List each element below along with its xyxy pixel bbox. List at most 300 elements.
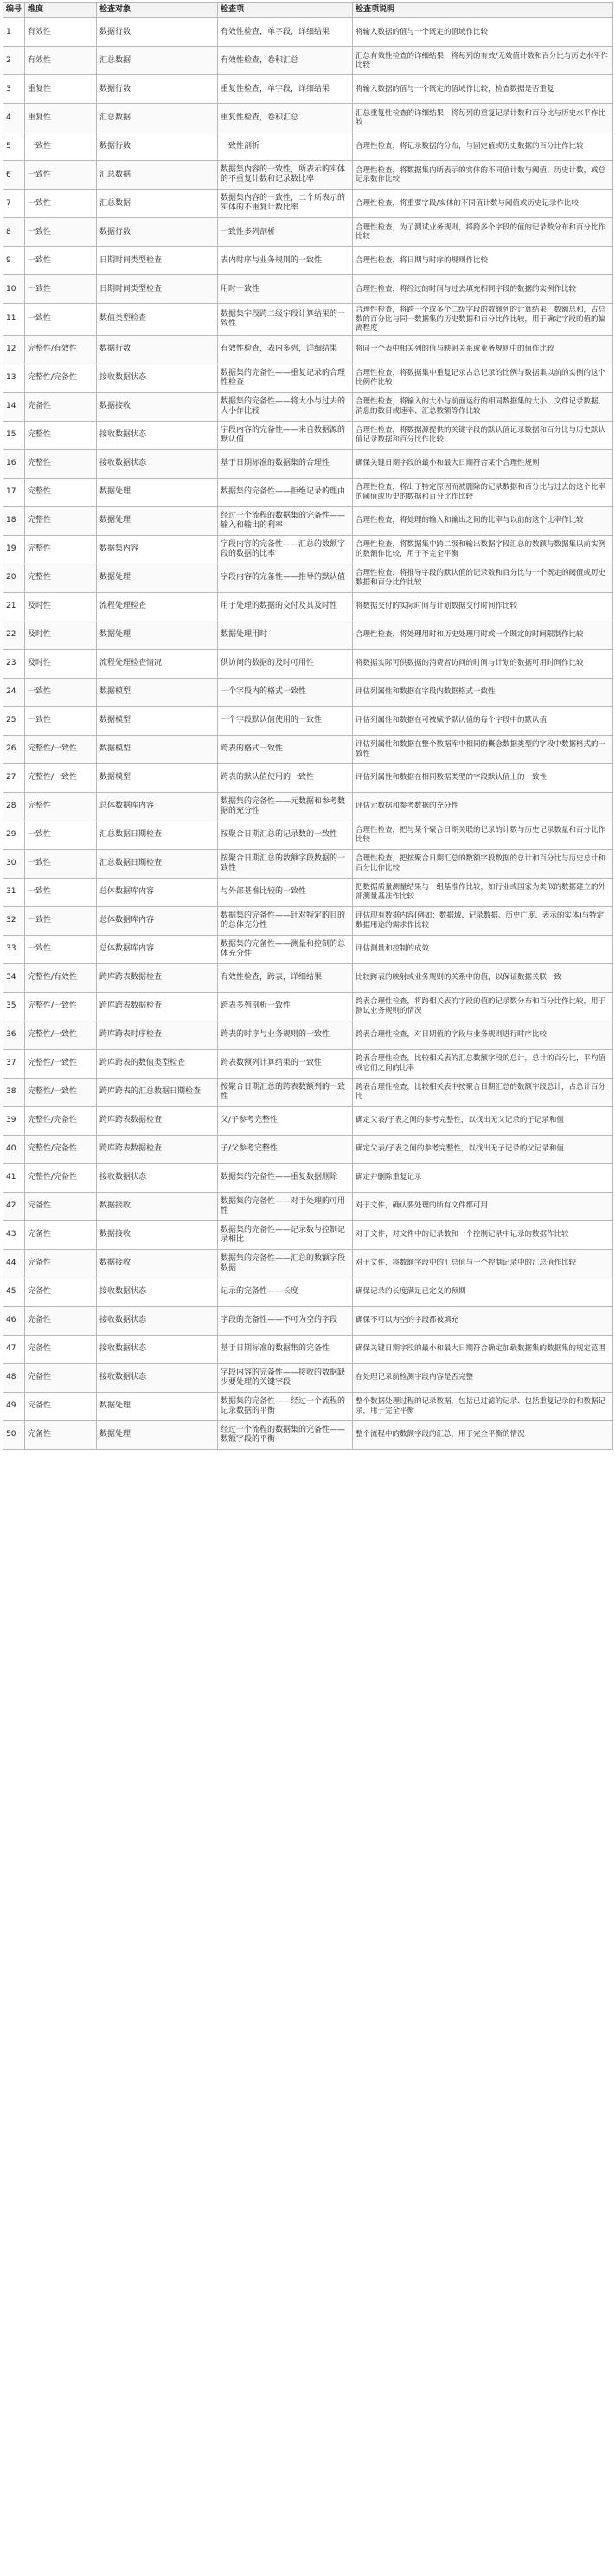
cell-item: 一致性剖析 xyxy=(218,132,353,161)
cell-object: 跨库跨表数据检查 xyxy=(97,1106,218,1135)
cell-item: 父/子参考完整性 xyxy=(218,1106,353,1135)
cell-no: 46 xyxy=(3,1306,25,1335)
cell-dimension: 完整性/一致性 xyxy=(25,992,97,1021)
cell-dimension: 一致性 xyxy=(25,161,97,190)
cell-no: 1 xyxy=(3,18,25,47)
table-body xyxy=(3,18,613,1450)
table-row xyxy=(3,792,613,821)
cell-no: 30 xyxy=(3,849,25,878)
cell-no: 39 xyxy=(3,1106,25,1135)
cell-dimension: 完整性/完备性 xyxy=(25,364,97,392)
cell-no: 7 xyxy=(3,190,25,218)
cell-description: 合理性检查，把按聚合日期汇总的数额字段数据的总计和百分比与历史总计和百分比作比较 xyxy=(353,849,613,878)
cell-object: 数据处理 xyxy=(97,506,218,535)
table-row xyxy=(3,1106,613,1135)
cell-item: 字段的完备性——不可为空的字段 xyxy=(218,1306,353,1335)
cell-dimension: 一致性 xyxy=(25,247,97,275)
cell-no: 22 xyxy=(3,621,25,649)
cell-item: 有效性检查，表内多列，详细结果 xyxy=(218,335,353,364)
cell-no: 33 xyxy=(3,935,25,963)
cell-description: 合理性检查，将数据集中重复记录占总记录的比例与数据集以前的实例的这个比例作比较 xyxy=(353,364,613,392)
cell-dimension: 一致性 xyxy=(25,304,97,336)
cell-item: 数据处理用时 xyxy=(218,621,353,649)
cell-item: 数据集内容的一致性，二个所表示的实体的不重复计数比率 xyxy=(218,190,353,218)
table-header-row xyxy=(3,3,613,18)
header-no: 编号 xyxy=(3,3,25,18)
cell-dimension: 完整性 xyxy=(25,535,97,564)
cell-no: 44 xyxy=(3,1249,25,1278)
cell-object: 数据处理 xyxy=(97,621,218,649)
cell-no: 2 xyxy=(3,47,25,75)
cell-no: 20 xyxy=(3,564,25,592)
cell-description: 评估列属性和数据在整个数据库中相同的概念数据类型的字段中数据格式的一致性 xyxy=(353,735,613,763)
table-row xyxy=(3,821,613,849)
cell-no: 14 xyxy=(3,392,25,421)
cell-item: 跨表的默认值使用的一致性 xyxy=(218,763,353,792)
cell-no: 11 xyxy=(3,304,25,336)
cell-object: 数据模型 xyxy=(97,678,218,706)
cell-dimension: 完整性/一致性 xyxy=(25,1078,97,1106)
table-row xyxy=(3,247,613,275)
table-row xyxy=(3,47,613,75)
cell-no: 25 xyxy=(3,706,25,735)
cell-dimension: 一致性 xyxy=(25,706,97,735)
table-row xyxy=(3,190,613,218)
cell-object: 汇总数据 xyxy=(97,161,218,190)
table-row xyxy=(3,1278,613,1306)
table-row xyxy=(3,449,613,478)
cell-description: 确保不可以为空的字段都被填充 xyxy=(353,1306,613,1335)
cell-object: 数据处理 xyxy=(97,1420,218,1449)
cell-dimension: 完备性 xyxy=(25,1192,97,1220)
cell-item: 供访问的数据的及时可用性 xyxy=(218,649,353,678)
cell-item: 按聚合日期汇总的数额字段数据的一致性 xyxy=(218,849,353,878)
table-row xyxy=(3,735,613,763)
cell-object: 总体数据库内容 xyxy=(97,906,218,935)
cell-object: 汇总数据 xyxy=(97,104,218,132)
cell-item: 字段内容的完备性——来自数据源的默认值 xyxy=(218,421,353,449)
cell-object: 接收数据状态 xyxy=(97,1163,218,1192)
cell-item: 数据集的完备性——针对特定的目的的总体充分性 xyxy=(218,906,353,935)
cell-object: 数值类型检查 xyxy=(97,304,218,336)
table-row xyxy=(3,992,613,1021)
cell-item: 重复性检查，卷积汇总 xyxy=(218,104,353,132)
cell-item: 数据集的完备性——元数据和参考数据的充分性 xyxy=(218,792,353,821)
table-row xyxy=(3,275,613,304)
table-row xyxy=(3,592,613,621)
cell-description: 合理性检查，把与某个聚合日期关联的记录的计数与历史记录数量和百分比作比较 xyxy=(353,821,613,849)
table-row xyxy=(3,132,613,161)
cell-no: 3 xyxy=(3,75,25,104)
cell-description: 合理性检查，将输入的大小与前面运行的相同数据集的大小、文件记录数据、消息的数目或速率、汇总数额等作比较 xyxy=(353,392,613,421)
cell-item: 跨表多列剖析一致性 xyxy=(218,992,353,1021)
table-row xyxy=(3,1420,613,1449)
header-description: 检查项说明 xyxy=(353,3,613,18)
cell-description: 将输入数据的值与一个既定的值域作比较，检查数据是否重复 xyxy=(353,75,613,104)
cell-item: 跨表的格式一致性 xyxy=(218,735,353,763)
cell-no: 18 xyxy=(3,506,25,535)
cell-item: 子/父参考完整性 xyxy=(218,1135,353,1163)
cell-description: 合理性检查，将数据集中跨二级和输出数据字段汇总的数额与数据集以前实例的数额作比较，用于不完全平衡 xyxy=(353,535,613,564)
cell-dimension: 完整性 xyxy=(25,449,97,478)
table-row xyxy=(3,621,613,649)
cell-no: 36 xyxy=(3,1021,25,1049)
cell-description: 跨表合理性检查，对日期值的字段与业务规则进行时序比较 xyxy=(353,1021,613,1049)
cell-dimension: 完备性 xyxy=(25,1306,97,1335)
table-row xyxy=(3,1078,613,1106)
cell-no: 48 xyxy=(3,1363,25,1392)
cell-dimension: 完整性 xyxy=(25,792,97,821)
cell-no: 37 xyxy=(3,1049,25,1078)
table-row xyxy=(3,161,613,190)
cell-object: 跨库跨表数据检查 xyxy=(97,992,218,1021)
table-row xyxy=(3,1335,613,1363)
cell-no: 32 xyxy=(3,906,25,935)
cell-description: 合理性检查，将记录数据的分布，与固定值或历史数据的百分比作比较 xyxy=(353,132,613,161)
cell-no: 16 xyxy=(3,449,25,478)
cell-no: 28 xyxy=(3,792,25,821)
cell-item: 数据集的完备性——记录数与控制记录相比 xyxy=(218,1220,353,1249)
cell-no: 50 xyxy=(3,1420,25,1449)
cell-dimension: 重复性 xyxy=(25,104,97,132)
cell-description: 合理性检查，将日期与时序的规则作比较 xyxy=(353,247,613,275)
table-row xyxy=(3,678,613,706)
cell-object: 接收数据状态 xyxy=(97,1278,218,1306)
cell-no: 6 xyxy=(3,161,25,190)
cell-item: 基于日期标准的数据集的完备性 xyxy=(218,1335,353,1363)
cell-dimension: 一致性 xyxy=(25,849,97,878)
cell-item: 字段内容的完备性——汇总的数额字段的数据的比率 xyxy=(218,535,353,564)
cell-dimension: 一致性 xyxy=(25,218,97,247)
cell-object: 跨库跨表数据检查 xyxy=(97,963,218,992)
cell-description: 评估列属性和数据在可被赋予默认值的每个字段中的默认值 xyxy=(353,706,613,735)
cell-no: 26 xyxy=(3,735,25,763)
cell-dimension: 一致性 xyxy=(25,678,97,706)
cell-item: 按聚合日期汇总的记录数的一致性 xyxy=(218,821,353,849)
cell-item: 数据集的完备性——重复数据删除 xyxy=(218,1163,353,1192)
cell-dimension: 一致性 xyxy=(25,132,97,161)
cell-no: 4 xyxy=(3,104,25,132)
cell-item: 数据集的完备性——汇总的数额字段数据 xyxy=(218,1249,353,1278)
cell-description: 确定父表/子表之间的参考完整性，以找出无子记录的父记录和值 xyxy=(353,1135,613,1163)
cell-no: 8 xyxy=(3,218,25,247)
cell-object: 数据处理 xyxy=(97,1392,218,1420)
cell-dimension: 有效性 xyxy=(25,47,97,75)
cell-item: 数据集的完备性——测量和控制的总体充分性 xyxy=(218,935,353,963)
cell-dimension: 一致性 xyxy=(25,275,97,304)
cell-no: 5 xyxy=(3,132,25,161)
cell-description: 合理性检查，为了测试业务规则，将跨多个字段的值的记录数分布和百分比作比较 xyxy=(353,218,613,247)
cell-object: 总体数据库内容 xyxy=(97,935,218,963)
table-row xyxy=(3,478,613,506)
table-row xyxy=(3,1306,613,1335)
cell-item: 用于处理的数据的交付及其及时性 xyxy=(218,592,353,621)
table-row xyxy=(3,1192,613,1220)
table-row xyxy=(3,878,613,906)
table-row xyxy=(3,849,613,878)
cell-dimension: 完整性/一致性 xyxy=(25,1049,97,1078)
table-row xyxy=(3,1049,613,1078)
cell-item: 一致性多列剖析 xyxy=(218,218,353,247)
cell-dimension: 完整性/完备性 xyxy=(25,1135,97,1163)
cell-object: 数据接收 xyxy=(97,392,218,421)
cell-description: 整个数据处理过程的记录数据，包括已过滤的记录、包括重复记录的和数据记录，用于完全平衡 xyxy=(353,1392,613,1420)
cell-object: 汇总数据 xyxy=(97,190,218,218)
cell-item: 跨表数额列计算结果的一致性 xyxy=(218,1049,353,1078)
cell-item: 用时一致性 xyxy=(218,275,353,304)
cell-object: 数据行数 xyxy=(97,75,218,104)
cell-object: 数据处理 xyxy=(97,564,218,592)
cell-no: 40 xyxy=(3,1135,25,1163)
table-row xyxy=(3,706,613,735)
cell-no: 34 xyxy=(3,963,25,992)
cell-description: 评估现有数据内容(例如：数据域、记录数据、历史广度、表示的实体)与特定数据用途的需求作比较 xyxy=(353,906,613,935)
cell-dimension: 完备性 xyxy=(25,1392,97,1420)
cell-object: 数据接收 xyxy=(97,1192,218,1220)
cell-object: 跨库跨表的汇总数据日期检查 xyxy=(97,1078,218,1106)
cell-no: 41 xyxy=(3,1163,25,1192)
cell-item: 与外部基准比较的一致性 xyxy=(218,878,353,906)
table-row xyxy=(3,364,613,392)
cell-no: 9 xyxy=(3,247,25,275)
cell-dimension: 完整性 xyxy=(25,478,97,506)
cell-object: 流程处理检查情况 xyxy=(97,649,218,678)
cell-description: 将数据交付的实际时间与计划数据交付时间作比较 xyxy=(353,592,613,621)
cell-object: 数据行数 xyxy=(97,132,218,161)
cell-description: 将同一个表中相关列的值与映射关系或业务规则中的值作比较 xyxy=(353,335,613,364)
cell-dimension: 完备性 xyxy=(25,392,97,421)
cell-object: 汇总数据 xyxy=(97,47,218,75)
cell-dimension: 一致性 xyxy=(25,190,97,218)
cell-item: 数据集内容的一致性，所表示的实体的不重复计数和记录数比率 xyxy=(218,161,353,190)
cell-description: 合理性检查，将数据集内所表示的实体的不同值计数与阈值、历史计数，或总记录数作比较 xyxy=(353,161,613,190)
cell-item: 数据集的完备性——经过一个流程的记录数据的平衡 xyxy=(218,1392,353,1420)
cell-dimension: 完整性/完备性 xyxy=(25,1163,97,1192)
cell-dimension: 重复性 xyxy=(25,75,97,104)
cell-object: 数据模型 xyxy=(97,735,218,763)
cell-description: 合理性检查，将经过的时间与过去填充相同字段的数据的实例作比较 xyxy=(353,275,613,304)
cell-item: 跨表的时序与业务规则的一致性 xyxy=(218,1021,353,1049)
cell-no: 49 xyxy=(3,1392,25,1420)
table-row xyxy=(3,763,613,792)
cell-dimension: 及时性 xyxy=(25,592,97,621)
cell-item: 经过一个流程的数据集的完备性——数额字段的平衡 xyxy=(218,1420,353,1449)
cell-object: 数据集内容 xyxy=(97,535,218,564)
cell-description: 评估测量和控制的成效 xyxy=(353,935,613,963)
cell-object: 日期时间类型检查 xyxy=(97,247,218,275)
cell-no: 17 xyxy=(3,478,25,506)
cell-dimension: 完备性 xyxy=(25,1420,97,1449)
cell-item: 有效性检查，跨表，详细结果 xyxy=(218,963,353,992)
cell-no: 23 xyxy=(3,649,25,678)
cell-dimension: 完备性 xyxy=(25,1278,97,1306)
cell-object: 数据行数 xyxy=(97,18,218,47)
cell-description: 确保关键日期字段的最小和最大日期符合确定加载数据集的数据集的规定范围 xyxy=(353,1335,613,1363)
cell-dimension: 完备性 xyxy=(25,1335,97,1363)
cell-description: 合理性检查，将处理用时和历史处理用时或一个既定的时间限制作比较 xyxy=(353,621,613,649)
cell-dimension: 完备性 xyxy=(25,1363,97,1392)
cell-item: 经过一个流程的数据集的完备性——输入和输出的利率 xyxy=(218,506,353,535)
header-object: 检查对象 xyxy=(97,3,218,18)
cell-item: 表内时序与业务规则的一致性 xyxy=(218,247,353,275)
table-row xyxy=(3,392,613,421)
table-row xyxy=(3,18,613,47)
header-item: 检查项 xyxy=(218,3,353,18)
cell-description: 确保关键日期字段的最小和最大日期符合某个合理性规则 xyxy=(353,449,613,478)
cell-dimension: 及时性 xyxy=(25,621,97,649)
table-row xyxy=(3,1220,613,1249)
cell-object: 接收数据状态 xyxy=(97,449,218,478)
cell-description: 确定并删除重复记录 xyxy=(353,1163,613,1192)
cell-item: 基于日期标准的数据集的合理性 xyxy=(218,449,353,478)
cell-no: 31 xyxy=(3,878,25,906)
cell-no: 43 xyxy=(3,1220,25,1249)
cell-description: 确定父表/子表之间的参考完整性，以找出无父记录的子记录和值 xyxy=(353,1106,613,1135)
cell-description: 将数据实际可供数据的消费者访问的时间与计划的数据可用时间作比较 xyxy=(353,649,613,678)
cell-no: 13 xyxy=(3,364,25,392)
cell-dimension: 有效性 xyxy=(25,18,97,47)
cell-item: 数据集的完备性——将大小与过去的大小作比较 xyxy=(218,392,353,421)
cell-description: 对于文件，将数额字段中的汇总值与一个控制记录中的汇总值作比较 xyxy=(353,1249,613,1278)
cell-description: 把数据质量测量结果与一组基准作比较，如行业或国家为类似的数据建立的外部测量基准作比较 xyxy=(353,878,613,906)
cell-item: 重复性检查，单字段，详细结果 xyxy=(218,75,353,104)
cell-object: 跨库跨表数据检查 xyxy=(97,1135,218,1163)
cell-description: 合理性检查，将跨一个或多个二级字段的数额列的计算结果，数额总和，占总数的百分比与同一数据集的历史数据和百分比作比较，用于确定字段的值的偏离程度 xyxy=(353,304,613,336)
cell-description: 对于文件，确认要处理的所有文件都可用 xyxy=(353,1192,613,1220)
cell-description: 合理性检查，将重要字段/实体的不同值计数与阈值或历史记录作比较 xyxy=(353,190,613,218)
table-row xyxy=(3,75,613,104)
cell-no: 15 xyxy=(3,421,25,449)
table-row xyxy=(3,506,613,535)
table-row xyxy=(3,1021,613,1049)
table-row xyxy=(3,421,613,449)
cell-dimension: 完整性/有效性 xyxy=(25,963,97,992)
cell-item: 数据集的完备性——拒绝记录的理由 xyxy=(218,478,353,506)
cell-no: 35 xyxy=(3,992,25,1021)
cell-item: 字段内容的完备性——接收的数据缺少要处理的关键字段 xyxy=(218,1363,353,1392)
cell-object: 数据接收 xyxy=(97,1220,218,1249)
cell-description: 汇总有效性检查的详细结果，将每列的有效/无效值计数和百分比与历史水平作比较 xyxy=(353,47,613,75)
cell-item: 数据集的完备性——对于处理的可用性 xyxy=(218,1192,353,1220)
table-row xyxy=(3,1135,613,1163)
cell-description: 跨表合理性检查，比较相关表的汇总数额字段的总计，总计的百分比，平均值或它们之间的比率 xyxy=(353,1049,613,1078)
cell-dimension: 完整性/完备性 xyxy=(25,1106,97,1135)
table-row xyxy=(3,1363,613,1392)
cell-dimension: 一致性 xyxy=(25,878,97,906)
cell-item: 一个字段默认值使用的一致性 xyxy=(218,706,353,735)
cell-dimension: 完整性/一致性 xyxy=(25,763,97,792)
cell-dimension: 完整性/有效性 xyxy=(25,335,97,364)
cell-object: 数据处理 xyxy=(97,478,218,506)
cell-object: 接收数据状态 xyxy=(97,364,218,392)
cell-dimension: 完整性 xyxy=(25,506,97,535)
cell-object: 数据行数 xyxy=(97,218,218,247)
cell-description: 合理性检查，将出于特定原因而被删除的记录数据和百分比与过去的这个比率的阈值或历史的数据和百分比作比较 xyxy=(353,478,613,506)
cell-description: 评估列属性和数据在字段内数据格式一致性 xyxy=(353,678,613,706)
cell-object: 数据行数 xyxy=(97,335,218,364)
quality-check-table xyxy=(3,2,613,1450)
cell-item: 数据集的完备性——重复记录的合理性检查 xyxy=(218,364,353,392)
cell-no: 47 xyxy=(3,1335,25,1363)
cell-no: 12 xyxy=(3,335,25,364)
cell-object: 汇总数据日期检查 xyxy=(97,821,218,849)
cell-dimension: 完整性 xyxy=(25,421,97,449)
table-row xyxy=(3,963,613,992)
cell-dimension: 完备性 xyxy=(25,1220,97,1249)
cell-dimension: 一致性 xyxy=(25,906,97,935)
cell-object: 接收数据状态 xyxy=(97,1335,218,1363)
cell-object: 数据接收 xyxy=(97,1249,218,1278)
cell-object: 汇总数据日期检查 xyxy=(97,849,218,878)
cell-dimension: 一致性 xyxy=(25,821,97,849)
table-row xyxy=(3,1249,613,1278)
cell-description: 合理性检查，将数据源提供的关键字段的默认值记录数据和百分比与历史默认值记录数据和百分比作比较 xyxy=(353,421,613,449)
cell-item: 一个字段内的格式一致性 xyxy=(218,678,353,706)
table-row xyxy=(3,564,613,592)
cell-description: 合理性检查，将推导字段的默认值的记录数和百分比与一个既定的阈值或历史数据和百分比作比较 xyxy=(353,564,613,592)
cell-description: 整个流程中的数额字段的汇总，用于完全平衡的情况 xyxy=(353,1420,613,1449)
cell-object: 接收数据状态 xyxy=(97,1306,218,1335)
cell-no: 10 xyxy=(3,275,25,304)
cell-no: 45 xyxy=(3,1278,25,1306)
cell-object: 流程处理检查 xyxy=(97,592,218,621)
cell-description: 跨表合理性检查，将跨相关表的字段的值的记录数分布和百分比作比较，用于测试业务规则的情况 xyxy=(353,992,613,1021)
cell-no: 38 xyxy=(3,1078,25,1106)
cell-dimension: 完备性 xyxy=(25,1249,97,1278)
cell-no: 21 xyxy=(3,592,25,621)
cell-item: 数据集字段跨二级字段计算结果的一致性 xyxy=(218,304,353,336)
cell-object: 日期时间类型检查 xyxy=(97,275,218,304)
table-row xyxy=(3,1163,613,1192)
cell-description: 评估列属性和数据在相同数据类型的字段默认值上的一致性 xyxy=(353,763,613,792)
cell-object: 总体数据库内容 xyxy=(97,878,218,906)
table-row xyxy=(3,649,613,678)
cell-description: 跨表合理性检查，比较相关表中按聚合日期汇总的数额字段总计，占总计百分比 xyxy=(353,1078,613,1106)
cell-dimension: 完整性/一致性 xyxy=(25,1021,97,1049)
cell-no: 27 xyxy=(3,763,25,792)
cell-object: 数据模型 xyxy=(97,763,218,792)
cell-description: 比较跨表的映射或业务规则的关系中的值，以保证数据关联一致 xyxy=(353,963,613,992)
table-row xyxy=(3,535,613,564)
cell-description: 合理性检查，将处理的输入和输出之间的比率与以前的这个比率作比较 xyxy=(353,506,613,535)
cell-dimension: 一致性 xyxy=(25,935,97,963)
cell-no: 42 xyxy=(3,1192,25,1220)
cell-dimension: 及时性 xyxy=(25,649,97,678)
cell-dimension: 完整性 xyxy=(25,564,97,592)
cell-item: 字段内容的完备性——推导的默认值 xyxy=(218,564,353,592)
cell-item: 有效性检查，单字段，详细结果 xyxy=(218,18,353,47)
cell-object: 总体数据库内容 xyxy=(97,792,218,821)
table-row xyxy=(3,335,613,364)
cell-item: 按聚合日期汇总的跨表数额列的一致性 xyxy=(218,1078,353,1106)
table-row xyxy=(3,104,613,132)
cell-object: 接收数据状态 xyxy=(97,421,218,449)
cell-item: 有效性检查，卷积汇总 xyxy=(218,47,353,75)
header-dimension: 维度 xyxy=(25,3,97,18)
cell-no: 29 xyxy=(3,821,25,849)
cell-dimension: 完整性/一致性 xyxy=(25,735,97,763)
table-row xyxy=(3,218,613,247)
cell-description: 确保记录的长度满足已定义的预期 xyxy=(353,1278,613,1306)
cell-no: 19 xyxy=(3,535,25,564)
table-row xyxy=(3,304,613,336)
cell-description: 在处理记录前检测字段内容是否完整 xyxy=(353,1363,613,1392)
cell-description: 汇总重复性检查的详细结果，将每列的重复记录计数和百分比与历史水平作比较 xyxy=(353,104,613,132)
table-row xyxy=(3,935,613,963)
cell-item: 记录的完备性——长度 xyxy=(218,1278,353,1306)
cell-object: 跨库跨表的数值类型检查 xyxy=(97,1049,218,1078)
cell-object: 接收数据状态 xyxy=(97,1363,218,1392)
